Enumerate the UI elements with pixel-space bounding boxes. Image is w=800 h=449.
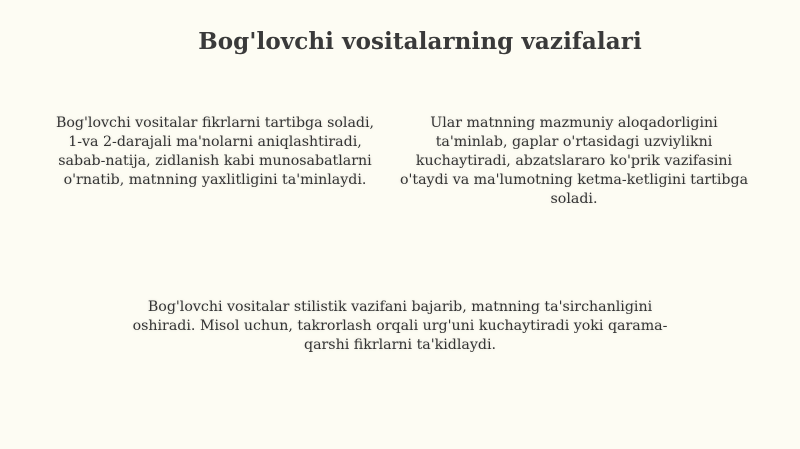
- text-block-bottom: Bog'lovchi vositalar stilistik vazifani bajarib, matnning ta'sirchanligini oshiradi. Misol uchun, takrorlash orqali urg'uni kuchaytiradi yoki qarama-qarshi fikrlarni ta'kidlaydi.: [132, 299, 668, 353]
- slide-title: Bog'lovchi vositalarning vazifalari: [198, 28, 642, 55]
- text-block-right: Ular matnning mazmuniy aloqadorligini ta'minlab, gaplar o'rtasidagi uzviylikni kuchaytiradi, abzatslararo ko'prik vazifasini o'taydi va ma'lumotning ketma-ketligini tartibga soladi.: [399, 115, 749, 207]
- text-block-left: Bog'lovchi vositalar fikrlarni tartibga soladi, 1-va 2-darajali ma'nolarni aniqlashtiradi, sabab-natija, zidlanish kabi munosabatlarni o'rnatib, matnning yaxlitligini ta'minlaydi.: [55, 115, 375, 188]
